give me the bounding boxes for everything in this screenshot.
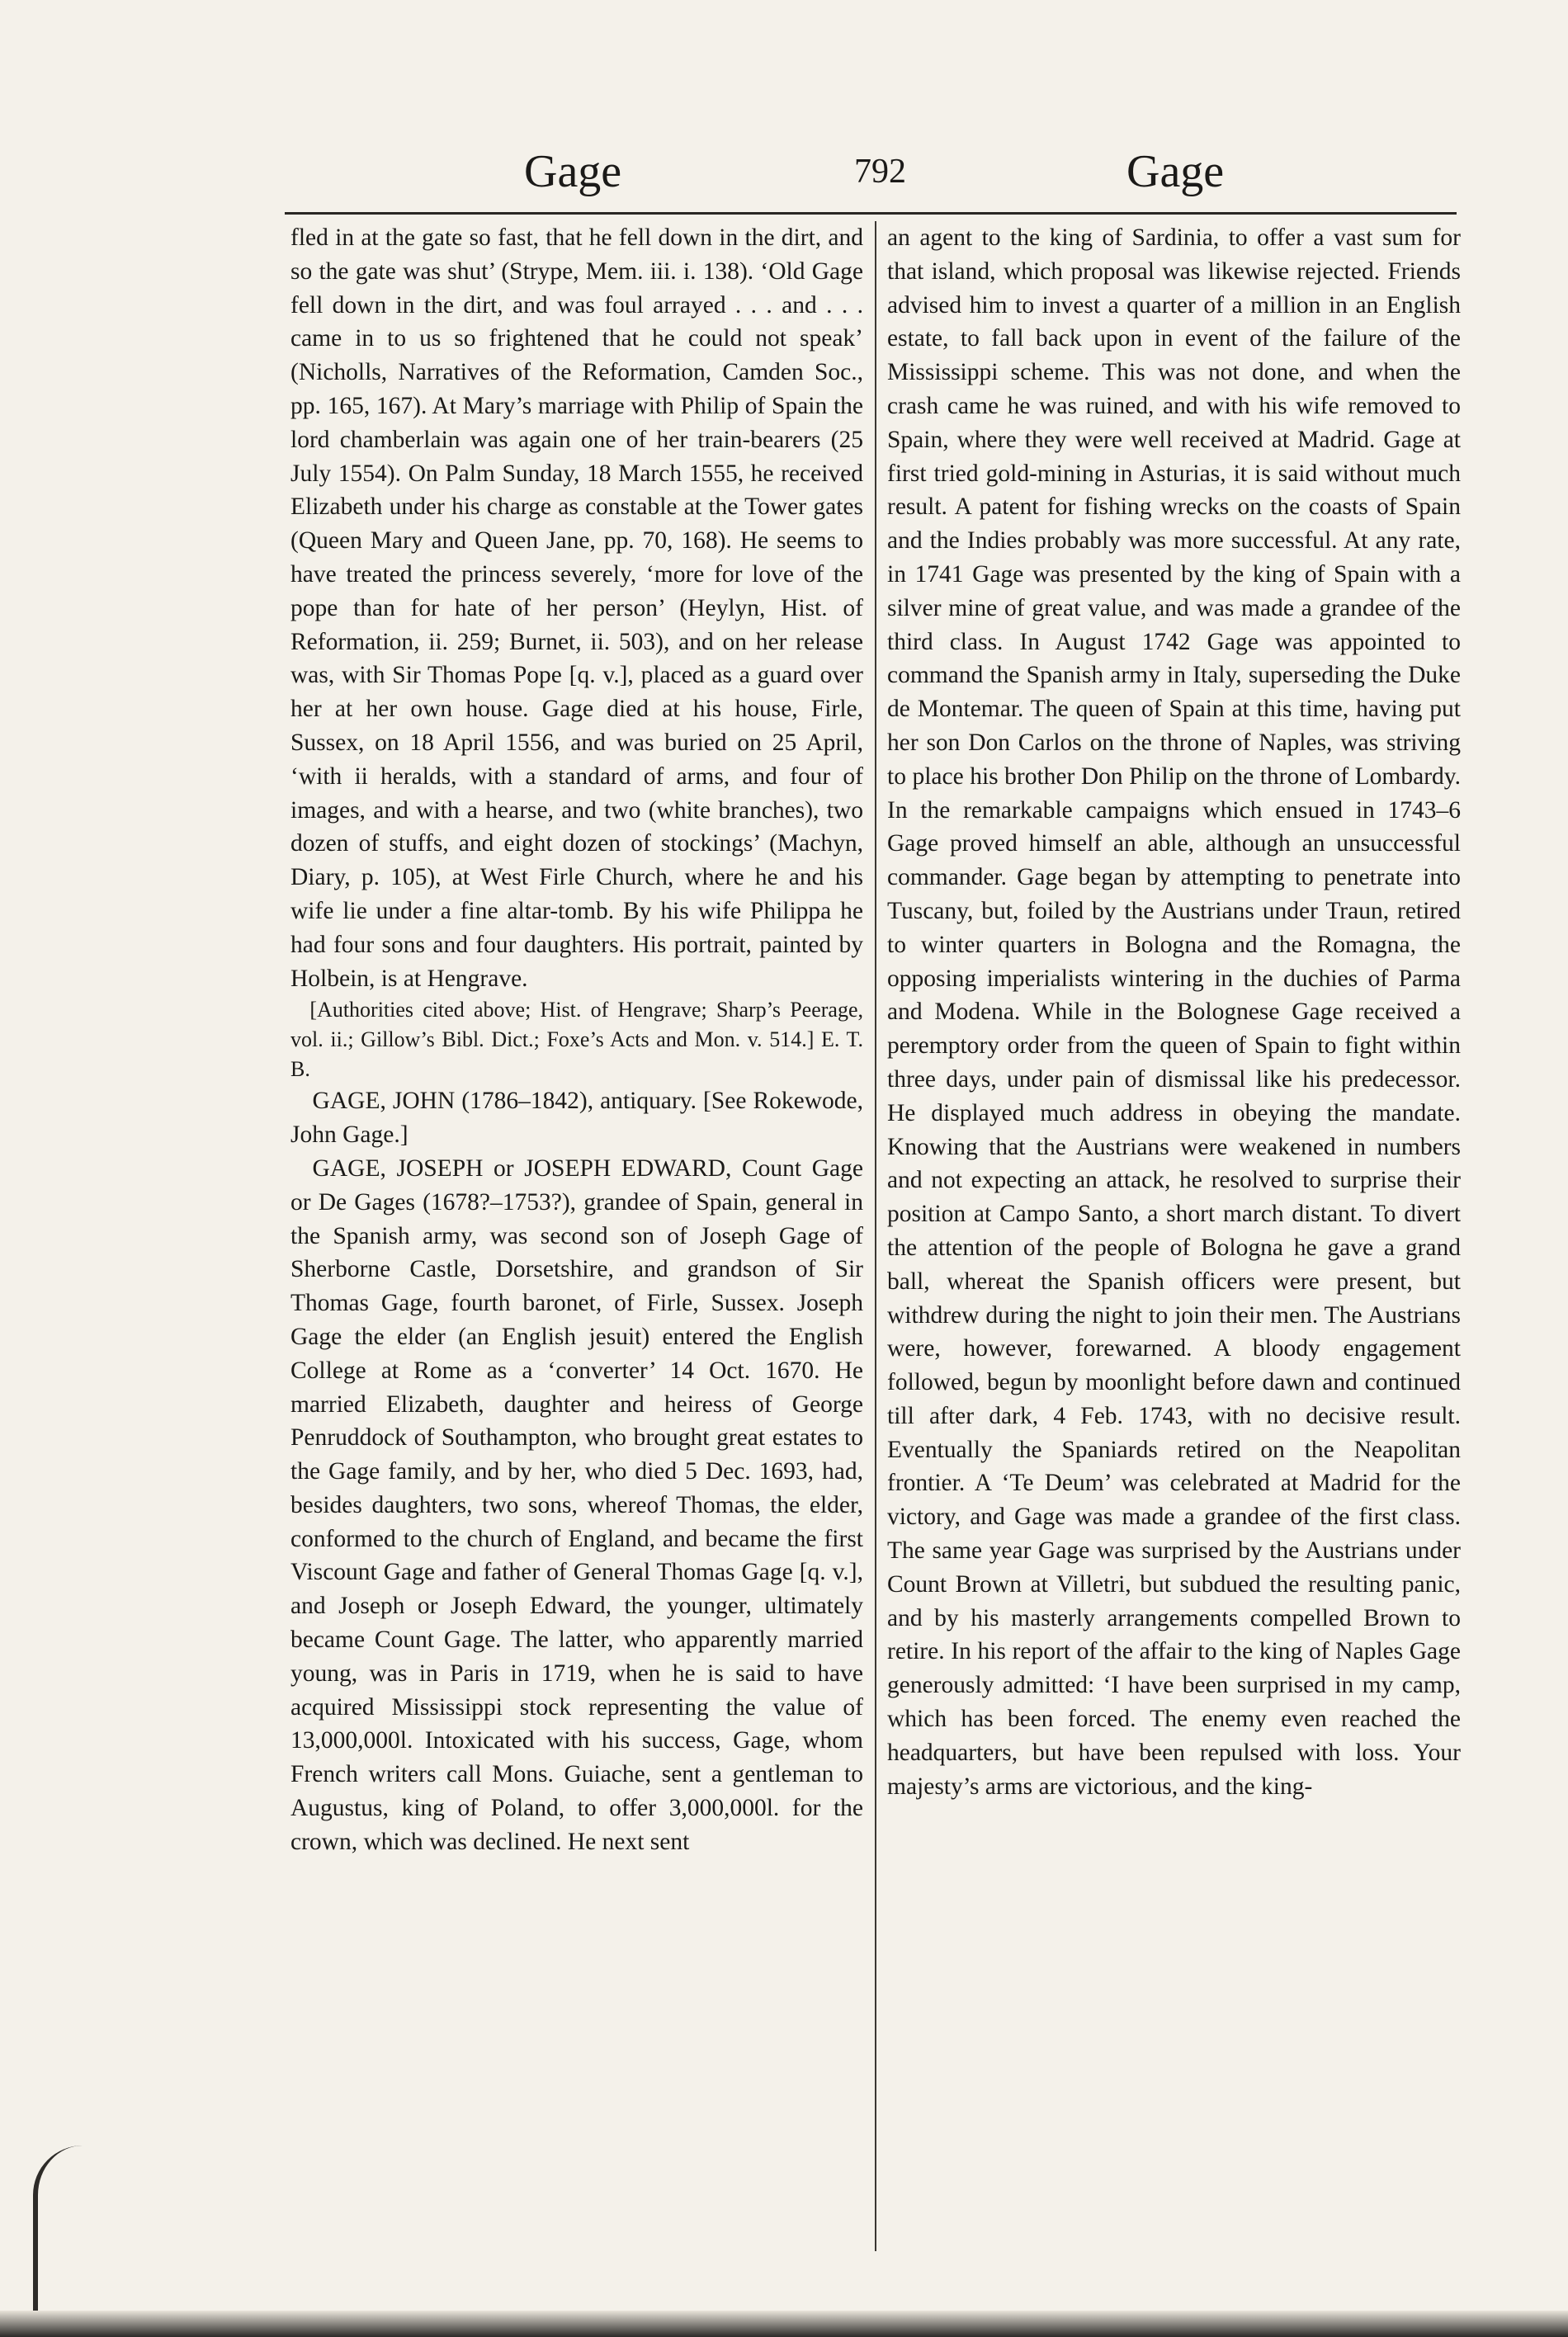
page-number: 792 <box>854 153 906 191</box>
left-column <box>290 221 863 2259</box>
column-divider <box>875 221 876 2251</box>
running-header <box>285 139 1457 213</box>
entry-gage-john: GAGE, JOHN (1786–1842), antiquary. [See Rokewode, John Gage.] <box>290 1088 863 1149</box>
right-paragraph: an agent to the king of Sardinia, to offer a vast sum for that island, which proposal was likewise rejected. Friends advised him to invest a quarter of a million in an English estate, to fall back upon in event of the failure of the Mississippi scheme. This was not done, and when the crash came he was ruined, and with his wife removed to Spain, where they were well received at Madrid. Gage at first tried gold-mining in Asturias, it is said without much result. A patent for fishing wrecks on the coasts of Spain and the Indies probably was more successful. At any rate, in 1741 Gage was presented by the king of Spain with a silver mine of great value, and was made a grandee of the third class. In August 1742 Gage was appointed to command the Spanish army in Italy, superseding the Duke de Montemar. The queen of Spain at this time, having put her son Don Carlos on the throne of Naples, was striving to place his brother Don Philip on the throne of Lombardy. In the remarkable campaigns which ensued in 1743–6 Gage proved himself an able, although an unsuccessful commander. Gage began by attempting to penetrate into Tuscany, but, foiled by the Austrians under Traun, retired to winter quarters in Bologna and the Romagna, the opposing imperialists wintering in the duchies of Parma and Modena. While in the Bolognese Gage received a peremptory order from the queen of Spain to fight within three days, under pain of dismissal like his predecessor. He displayed much address in obeying the mandate. Knowing that the Austrians were weakened in numbers and not expecting an attack, he resolved to surprise their position at Campo Santo, a short march distant. To divert the attention of the people of Bologna he gave a grand ball, whereat the Spanish officers were present, but withdrew during the night to join their men. The Austrians were, however, forewarned. A bloody engagement followed, begun by moonlight before dawn and continued till after dark, 4 Feb. 1743, with no decisive result. Eventually the Spaniards retired on the Neapolitan frontier. A ‘Te Deum’ was celebrated at Madrid for the victory, and Gage was made a grandee of the first class. The same year Gage was surprised by the Austrians under Count Brown at Villetri, but subdued the resulting panic, and by his masterly arrangements compelled Brown to retire. In his report of the affair to the king of Naples Gage generously admitted: ‘I have been surprised in my camp, which has been forced. The enemy even reached the headquarters, but have been repulsed with loss. Your majesty’s arms are victorious, and the king- <box>887 224 1461 1800</box>
header-left-title: Gage <box>524 146 622 197</box>
page-corner-curl <box>33 2146 112 2311</box>
right-column <box>887 221 1461 2259</box>
header-right-title: Gage <box>1126 146 1225 197</box>
entry-gage-joseph: GAGE, JOSEPH or JOSEPH EDWARD, Count Gage or De Gages (1678?–1753?), grandee of Spain, general in the Spanish army, was second son of Joseph Gage of Sherborne Castle, Dorsetshire, and grandson of Sir Thomas Gage, fourth baronet, of Firle, Sussex. Joseph Gage the elder (an English jesuit) entered the English College at Rome as a ‘converter’ 14 Oct. 1670. He married Elizabeth, daughter and heiress of George Penruddock of Southampton, who brought great estates to the Gage family, and by her, who died 5 Dec. 1693, had, besides daughters, two sons, whereof Thomas, the elder, conformed to the church of England, and became the first Viscount Gage and father of General Thomas Gage [q. v.], and Joseph or Joseph Edward, the younger, ultimately became Count Gage. The latter, who apparently married young, was in Paris in 1719, when he is said to have acquired Mississippi stock representing the value of 13,000,000l. Intoxicated with his success, Gage, whom French writers call Mons. Guiache, sent a gentleman to Augustus, king of Poland, to offer 3,000,000l. for the crown, which was declined. He next sent <box>290 1154 863 1855</box>
authorities-note: [Authorities cited above; Hist. of Hengrave; Sharp’s Peerage, vol. ii.; Gillow’s Bibl. Dict.; Foxe’s Acts and Mon. v. 514.] E. T. B. <box>290 998 863 1082</box>
left-paragraph-continued: fled in at the gate so fast, that he fell down in the dirt, and so the gate was shut’ (Strype, Mem. iii. i. 138). ‘Old Gage fell down in the dirt, and was foul arrayed . . . and . . . came in to us so frightened that he could not speak’ (Nicholls, Narratives of the Reformation, Camden Soc., pp. 165, 167). At Mary’s marriage with Philip of Spain the lord chamberlain was again one of her train-bearers (25 July 1554). On Palm Sunday, 18 March 1555, he received Elizabeth under his charge as constable at the Tower gates (Queen Mary and Queen Jane, pp. 70, 168). He seems to have treated the princess severely, ‘more for love of the pope than for hate of her person’ (Heylyn, Hist. of Reformation, ii. 259; Burnet, ii. 503), and on her release was, with Sir Thomas Pope [q. v.], placed as a guard over her at her own house. Gage died at his house, Firle, Sussex, on 18 April 1556, and was buried on 25 April, ‘with ii heralds, with a standard of arms, and four of images, and with a hearse, and two (white branches), two dozen of stuffs, and eight dozen of stockings’ (Machyn, Diary, p. 105), at West Firle Church, where he and his wife lie under a fine altar-tomb. By his wife Philippa he had four sons and four daughters. His portrait, painted by Holbein, is at Hengrave. <box>290 224 863 992</box>
scan-bottom-edge <box>0 2311 1568 2337</box>
header-rule <box>285 212 1457 215</box>
